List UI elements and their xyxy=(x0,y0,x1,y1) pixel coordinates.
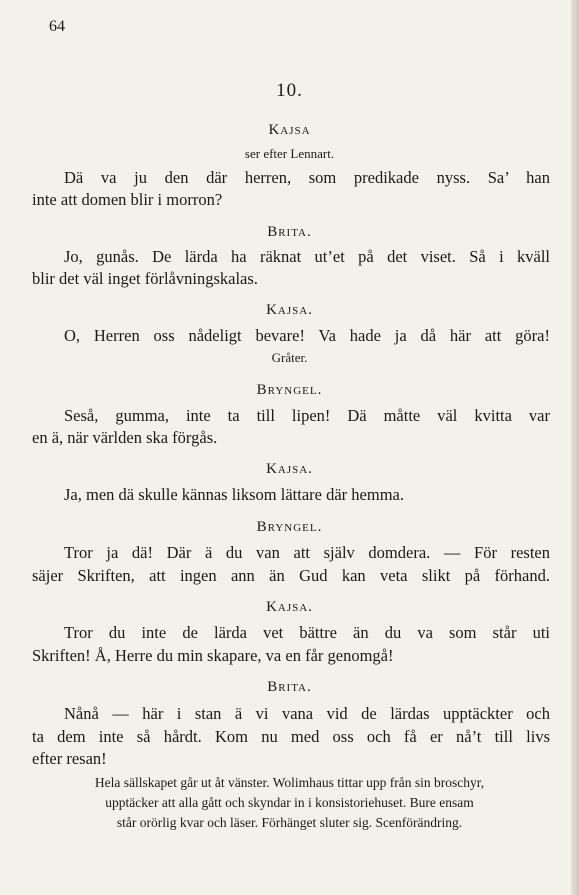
stage-direction: ser efter Lennart. xyxy=(244,146,335,161)
speaker-name: Brita. xyxy=(267,224,312,240)
dialogue-line: Seså, gumma, inte ta till lipen! Dä måtte väl kvitta var xyxy=(64,406,550,425)
speaker-name: Bryngel. xyxy=(256,382,323,398)
scene-number: 10. xyxy=(276,80,303,101)
dialogue-line: Skriften! Å, Herre du min skapare, va en får genomgå! xyxy=(32,646,394,665)
dialogue-line: Dä va ju den där herren, som predikade nyss. Sa’ han xyxy=(64,168,550,187)
dialogue-line: O, Herren oss nådeligt bevare! Va hade ja då här att göra! xyxy=(64,326,550,345)
stage-direction: upptäcker att alla gått och skyndar in i konsistoriehuset. Bure ensam xyxy=(105,795,474,810)
dialogue-line: Jo, gunås. De lärda ha räknat ut’et på det viset. Så i kväll xyxy=(64,247,550,266)
stage-direction: står orörlig kvar och läser. Förhänget sluter sig. Scenförändring. xyxy=(116,815,463,830)
stage-direction: Gråter. xyxy=(271,350,308,365)
dialogue-line: blir det väl inget förlåvningskalas. xyxy=(32,269,258,288)
dialogue-line: Tror ja dä! Där ä du van att själv domdera. — För resten xyxy=(64,543,550,562)
dialogue-line: säjer Skriften, att ingen ann än Gud kan veta slikt på förhand. xyxy=(32,566,550,585)
page-number: 64 xyxy=(49,18,65,35)
speaker-name: Kajsa. xyxy=(266,461,313,477)
speaker-name: Kajsa. xyxy=(266,302,313,318)
speaker-name: Kajsa xyxy=(268,122,311,138)
speaker-name: Brita. xyxy=(267,679,312,695)
dialogue-line: efter resan! xyxy=(32,749,107,768)
dialogue-line: Nånå — här i stan ä vi vana vid de lärdas upptäckter och xyxy=(64,704,550,723)
dialogue-line: inte att domen blir i morron? xyxy=(32,190,223,209)
speaker-name: Kajsa. xyxy=(266,599,313,615)
stage-direction: Hela sällskapet går ut åt vänster. Wolimhaus tittar upp från sin broschyr, xyxy=(94,775,485,790)
dialogue-line: Ja, men dä skulle kännas liksom lättare där hemma. xyxy=(64,485,404,504)
dialogue-line: Tror du inte de lärda vet bättre än du va som står uti xyxy=(64,623,550,642)
dialogue-line: ta dem inte så hårdt. Kom nu med oss och få er nå’t till livs xyxy=(32,727,550,746)
dialogue-line: en ä, när världen ska förgås. xyxy=(32,428,218,447)
speaker-name: Bryngel. xyxy=(256,519,323,535)
